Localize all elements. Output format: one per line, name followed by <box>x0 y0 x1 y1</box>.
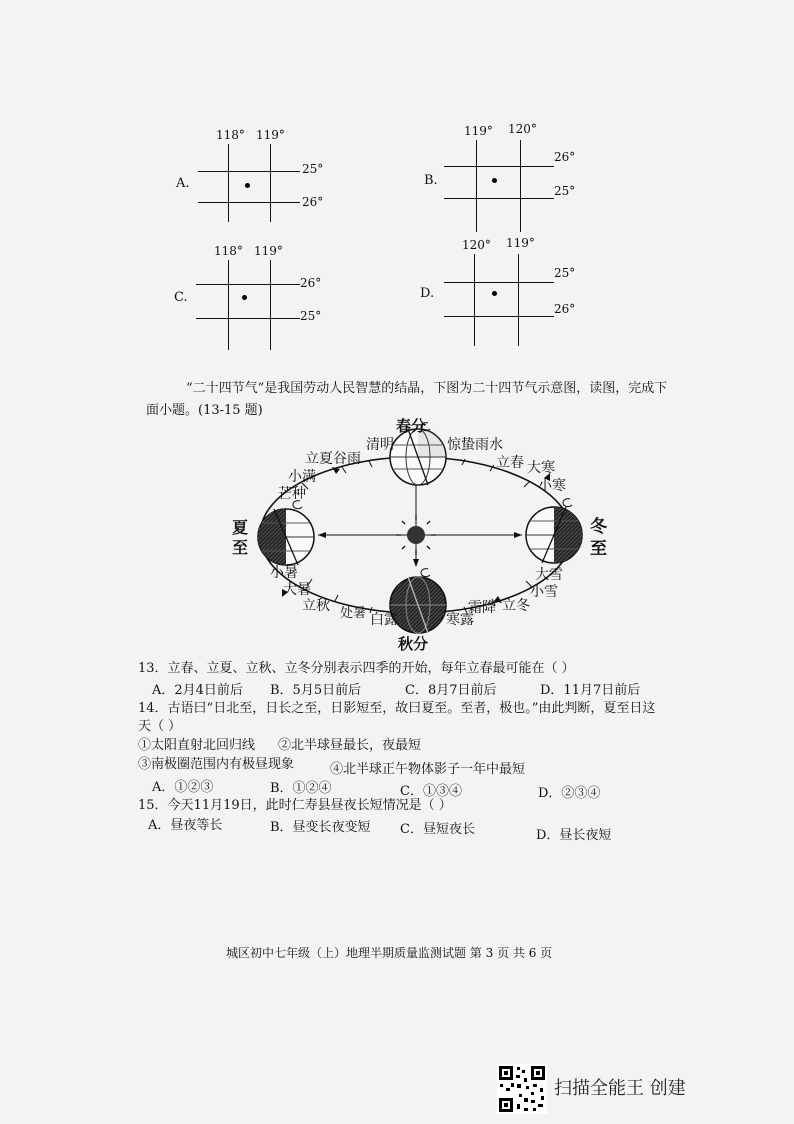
q13-stem: 13．立春、立夏、立秋、立冬分别表示四季的开始，每年立春最可能在（ ） <box>138 661 575 676</box>
latitude-label: 25° <box>554 184 576 198</box>
option-letter: C. <box>174 290 188 305</box>
latitude-label: 26° <box>554 302 576 316</box>
longitude-label: 118° <box>214 244 243 258</box>
term-lichun: 立春 <box>496 455 524 471</box>
intro-line-1: “二十四节气”是我国劳动人民智慧的结晶，下图为二十四节气示意图，读图，完成下 <box>186 381 668 396</box>
q14-statement-4: ④北半球正午物体影子一年中最短 <box>330 762 526 777</box>
longitude-label: 119° <box>506 236 535 250</box>
longitude-label: 118° <box>216 128 245 142</box>
location-dot <box>492 291 497 296</box>
term-xiaoman: 小满 <box>288 469 316 485</box>
grid-figure-b <box>420 122 600 222</box>
intro-line-2: 面小题。(13-15 题) <box>146 403 263 418</box>
term-spring-equinox: 春分 <box>396 417 427 435</box>
q15-option-b: B．昼变长夜变短 <box>270 820 371 835</box>
term-xiaohan: 小寒 <box>538 478 566 494</box>
term-liqiu: 立秋 <box>302 598 330 614</box>
globe-winter-solstice <box>526 507 582 563</box>
latitude-label: 25° <box>300 309 322 323</box>
latitude-label: 25° <box>302 162 324 176</box>
q14-statement-1: ①太阳直射北回归线 <box>138 738 256 753</box>
latitude-label: 26° <box>554 150 576 164</box>
option-letter: D. <box>420 286 435 301</box>
term-xiaoxue: 小雪 <box>530 584 558 600</box>
globe-autumn-equinox <box>390 577 446 633</box>
grid-figure-d <box>420 236 600 346</box>
longitude-label: 120° <box>508 122 537 136</box>
location-dot <box>245 183 250 188</box>
term-chushu: 处暑 <box>340 606 367 621</box>
globe-summer-solstice <box>258 509 314 565</box>
term-autumn-equinox: 秋分 <box>398 635 429 653</box>
latitude-label: 25° <box>554 266 576 280</box>
q14-statement-3: ③南极圈范围内有极昼现象 <box>138 757 295 772</box>
qr-code-icon <box>497 1064 547 1114</box>
solar-terms-diagram <box>222 415 622 655</box>
grid-figure-c <box>170 244 340 344</box>
orbit-arrow <box>332 467 340 474</box>
term-lidong: 立冬 <box>502 598 530 614</box>
q14-option-b: B．①②④ <box>270 781 332 796</box>
grid-figure-a <box>170 128 340 218</box>
q15-option-c: C．昼短夜长 <box>400 822 475 837</box>
q14-option-d: D．②③④ <box>538 786 601 801</box>
rotation-arrow-icon <box>421 569 430 577</box>
term-jingzhe-yushui: 惊蛰雨水 <box>447 437 503 453</box>
rotation-arrow-icon <box>563 499 572 507</box>
q14-stem-line-2: 天（ ） <box>138 719 182 734</box>
term-shuangjiang: 霜降 <box>468 600 496 616</box>
latitude-label: 26° <box>302 195 324 209</box>
term-bailu: 白露 <box>370 612 398 628</box>
longitude-label: 120° <box>462 238 491 252</box>
q14-statement-2: ②北半球昼最长，夜最短 <box>278 738 422 753</box>
term-summer-solstice: 夏至 <box>232 518 249 557</box>
term-daxue: 大雪 <box>535 567 563 583</box>
term-xiaoshu: 小暑 <box>270 565 298 581</box>
q13-option-c: C．8月7日前后 <box>405 683 497 698</box>
q15-stem: 15．今天11月19日，此时仁寿县昼夜长短情况是（ ） <box>138 798 452 813</box>
option-letter: B. <box>424 173 438 188</box>
page-footer: 城区初中七年级（上）地理半期质量监测试题 第 3 页 共 6 页 <box>226 946 553 960</box>
q14-stem-line-1: 14．古语曰“日北至，日长之至，日影短至，故曰夏至。至者，极也。”由此判断，夏至日这 <box>138 701 656 716</box>
longitude-label: 119° <box>254 244 283 258</box>
longitude-label: 119° <box>256 128 285 142</box>
term-dashu: 大暑 <box>283 582 311 598</box>
q15-option-a: A．昼夜等长 <box>148 818 223 833</box>
latitude-label: 26° <box>300 276 322 290</box>
location-dot <box>492 178 497 183</box>
term-winter-solstice: 冬至 <box>590 517 607 559</box>
option-letter: A. <box>176 176 190 191</box>
q13-option-b: B．5月5日前后 <box>270 683 362 698</box>
q13-option-d: D．11月7日前后 <box>540 683 641 698</box>
term-hanlu: 寒露 <box>446 612 474 628</box>
scanner-watermark: 扫描全能王 创建 <box>554 1078 686 1099</box>
term-qingming: 清明 <box>366 437 394 453</box>
term-mangzhong: 芒种 <box>278 486 306 502</box>
q14-option-a: A．①②③ <box>152 780 214 795</box>
globe-spring-equinox <box>390 429 446 485</box>
location-dot <box>242 295 247 300</box>
q13-option-a: A．2月4日前后 <box>152 683 243 698</box>
term-dahan: 大寒 <box>527 460 555 476</box>
longitude-label: 119° <box>464 124 493 138</box>
q14-option-c: C．①③④ <box>400 784 462 799</box>
term-lixia-guyu: 立夏谷雨 <box>305 451 361 467</box>
q15-option-d: D．昼长夜短 <box>536 828 612 843</box>
